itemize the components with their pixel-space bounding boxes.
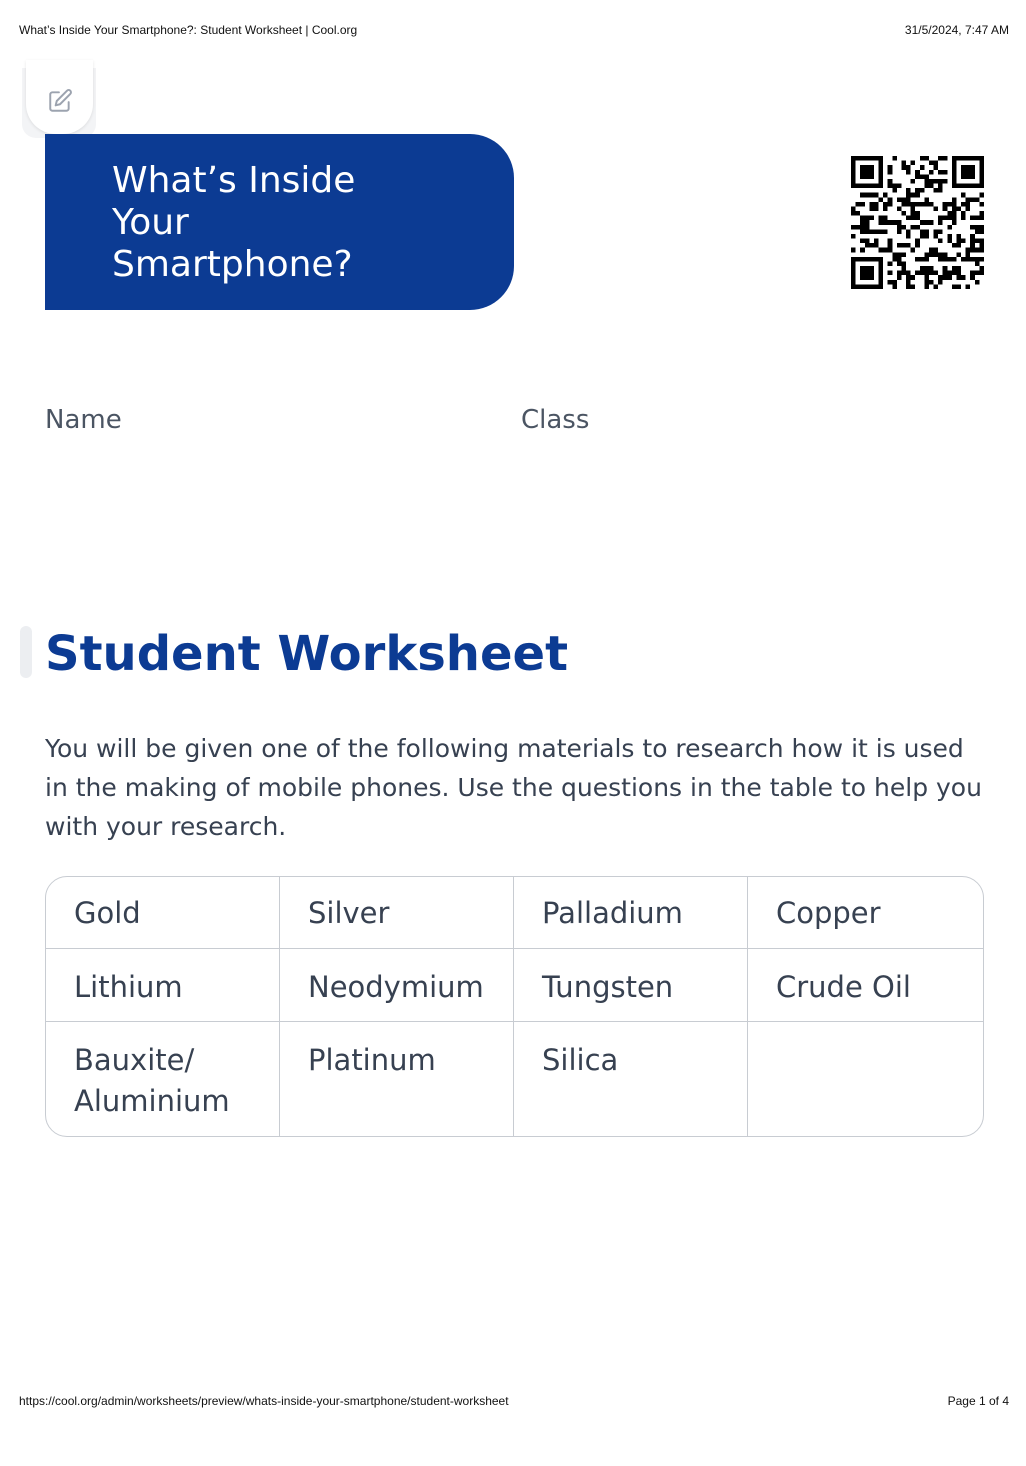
- table-cell: Crude Oil: [748, 949, 983, 1022]
- section-marker: [20, 626, 32, 678]
- table-cell: Gold: [46, 877, 280, 949]
- table-cell: Copper: [748, 877, 983, 949]
- print-header: [19, 23, 1009, 37]
- print-url: https://cool.org/admin/worksheets/preview/whats-inside-your-smartphone/student-worksheet: [19, 1394, 509, 1408]
- page-indicator: Page 1 of 4: [947, 1394, 1009, 1408]
- section-title: Student Worksheet: [45, 626, 569, 682]
- table-cell: Tungsten: [514, 949, 748, 1022]
- print-footer: [19, 1394, 1009, 1408]
- print-datetime: 31/5/2024, 7:47 AM: [904, 23, 1009, 37]
- print-page-title: What’s Inside Your Smartphone?: Student Worksheet | Cool.org: [19, 23, 358, 37]
- class-label: Class: [521, 405, 590, 435]
- table-cell: Silica: [514, 1022, 748, 1136]
- name-label: Name: [45, 405, 122, 435]
- worksheet-title: What’s Inside Your Smartphone?: [112, 160, 356, 285]
- table-cell: Silver: [280, 877, 514, 949]
- table-cell-empty: [748, 1022, 983, 1136]
- materials-table: [45, 876, 984, 1137]
- table-cell: Lithium: [46, 949, 280, 1022]
- intro-paragraph: You will be given one of the following materials to research how it is used in the making of mobile phones. Use the questions in the table to help you with your research.: [45, 734, 982, 841]
- edit-icon: [47, 88, 73, 114]
- table-cell: Bauxite/ Aluminium: [46, 1022, 280, 1136]
- table-cell: Neodymium: [280, 949, 514, 1022]
- table-cell: Palladium: [514, 877, 748, 949]
- qr-code-icon: [851, 156, 984, 289]
- edit-button[interactable]: [26, 60, 93, 134]
- table-cell: Platinum: [280, 1022, 514, 1136]
- title-card: [45, 134, 514, 310]
